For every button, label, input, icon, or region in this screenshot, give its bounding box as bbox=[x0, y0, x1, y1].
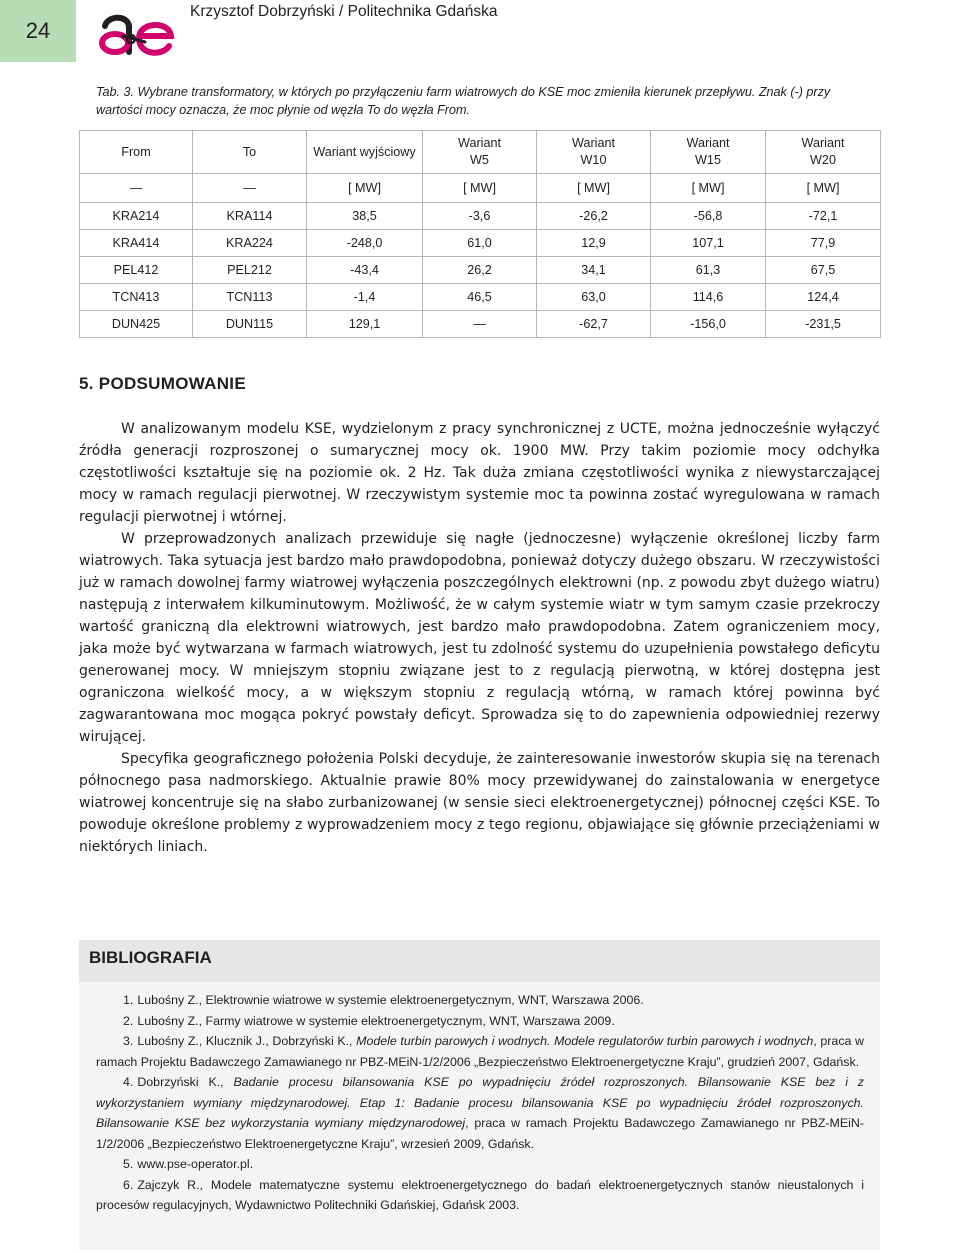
table-cell: 114,6 bbox=[651, 284, 766, 311]
bibliography-text: Dobrzyński K., bbox=[137, 1075, 234, 1089]
unit-cell: — bbox=[193, 174, 307, 203]
table-cell: 63,0 bbox=[537, 284, 651, 311]
table-cell: 38,5 bbox=[307, 203, 423, 230]
table-cell: PEL412 bbox=[80, 257, 193, 284]
header-cell: Wariant W20 bbox=[766, 131, 881, 174]
bibliography-entry bbox=[96, 1154, 864, 1175]
bibliography-entry-number: 5. bbox=[123, 1157, 134, 1171]
unit-cell: [ MW] bbox=[651, 174, 766, 203]
journal-logo bbox=[93, 6, 181, 60]
bibliography-entry-number: 1. bbox=[123, 993, 134, 1007]
table-cell: KRA414 bbox=[80, 230, 193, 257]
bibliography-list bbox=[96, 990, 864, 1216]
bibliography-entry-number: 3. bbox=[123, 1034, 134, 1048]
table-cell: -3,6 bbox=[423, 203, 537, 230]
bibliography-entry-number: 6. bbox=[123, 1177, 134, 1192]
table-cell: 129,1 bbox=[307, 311, 423, 338]
paragraph: Specyfika geograficznego położenia Polski decyduje, że zainteresowanie inwestorów skupia się na terenach północnego pasa nadmorskiego. Aktualnie prawie 80% mocy przewidywanej do zainstalowania w energetyce wiatrowej koncentruje się na słabo zurbanizowanej (w sensie sieci elektroenergetycznej) północnej części KSE. To powoduje określone problemy z wyprowadzeniem mocy z tego regionu, objawiające się głównie przeciążeniami w niektórych liniach. bbox=[79, 751, 880, 855]
header-cell: From bbox=[80, 131, 193, 174]
unit-cell: [ MW] bbox=[766, 174, 881, 203]
table-row bbox=[80, 230, 881, 257]
unit-cell: [ MW] bbox=[423, 174, 537, 203]
bibliography-text: , praca w ramach Projektu Badawczego Zamawianego nr PBZ-MEiN-1/2/2006 „Bezpieczeństwo Elektroenergetyczne Kraju”, wrzesień 2009, Gdańsk. bbox=[96, 1116, 864, 1151]
bibliography-text: Lubośny Z., Elektrownie wiatrowe w systemie elektroenergetycznym, WNT, Warszawa 2006. bbox=[137, 993, 644, 1007]
header-cell: Wariant W15 bbox=[651, 131, 766, 174]
bibliography-title: BIBLIOGRAFIA bbox=[89, 948, 212, 967]
table-cell: 26,2 bbox=[423, 257, 537, 284]
table-cell: -156,0 bbox=[651, 311, 766, 338]
table-cell: 124,4 bbox=[766, 284, 881, 311]
header-cell: Wariant W5 bbox=[423, 131, 537, 174]
running-head: Krzysztof Dobrzyński / Politechnika Gdańska bbox=[190, 3, 498, 20]
table-cell: -1,4 bbox=[307, 284, 423, 311]
table-cell: PEL212 bbox=[193, 257, 307, 284]
bibliography-text: Zajczyk R., Modele matematyczne systemu elektroenergetycznego do badań elektroenergetycznych stanów nieustalonych i procesów regulacyjnych, Wydawnictwo Politechniki Gdańskiej, Gdańsk 2003. bbox=[96, 1177, 864, 1212]
bibliography-entry-number: 4. bbox=[123, 1075, 134, 1089]
bibliography-text: www.pse-operator.pl. bbox=[137, 1157, 254, 1171]
table-cell: -231,5 bbox=[766, 311, 881, 338]
table-caption: Tab. 3. Wybrane transformatory, w których po przyłączeniu farm wiatrowych do KSE moc zmieniła kierunek przepływu. Znak (-) przy wartości mocy oznacza, że moc płynie od węzła To do węzła From. bbox=[96, 85, 831, 117]
bibliography-entry bbox=[96, 1031, 864, 1072]
unit-cell: [ MW] bbox=[307, 174, 423, 203]
section-body bbox=[79, 418, 880, 858]
page-number: 24 bbox=[0, 0, 76, 62]
paragraph: W przeprowadzonych analizach przewiduje się nagłe (jednoczesne) wyłączenie określonej liczby farm wiatrowych. Taka sytuacja jest bardzo mało prawdopodobna, ponieważ dotyczy dużego obszaru. W rzeczywistości już w ramach dowolnej farmy wiatrowej wyłączenia poszczególnych elektrowni (np. z powodu zbyt dużego wiatru) następują z interwałem kilkuminutowym. Możliwość, że w całym systemie wiatr w tym samym czasie przekroczy wartość graniczną dla elektrowni wiatrowych, jest bardzo mało prawdopodobna. Zatem ograniczeniem mocy, jaka może być wytwarzana w farmach wiatrowych, jest tu zdolność systemu do uzupełnienia powstałego deficytu generowanej mocy. W mniejszym stopniu związane jest to z regulacją pierwotną, w której dostępna jest ograniczona wielkość mocy, a w większym stopniu z regulacją wtórną, w ramach której powinna być zagwarantowana moc mogąca pokryć powstały deficyt. Sprowadza się to do zapewnienia odpowiedniej rezerwy wirującej. bbox=[79, 531, 880, 745]
table-row bbox=[80, 203, 881, 230]
table-row bbox=[80, 311, 881, 338]
table-cell: -43,4 bbox=[307, 257, 423, 284]
table-cell: DUN425 bbox=[80, 311, 193, 338]
table-header-row bbox=[80, 131, 881, 174]
bibliography-entry bbox=[96, 990, 864, 1011]
header-cell: Wariant W10 bbox=[537, 131, 651, 174]
bibliography-entry bbox=[96, 1072, 864, 1154]
table-cell: 67,5 bbox=[766, 257, 881, 284]
table-row bbox=[80, 257, 881, 284]
unit-cell: [ MW] bbox=[537, 174, 651, 203]
table-cell: TCN113 bbox=[193, 284, 307, 311]
transformer-table bbox=[79, 130, 881, 338]
bibliography-box bbox=[79, 940, 880, 1250]
bibliography-panel bbox=[79, 982, 880, 1250]
table-units-row bbox=[80, 174, 881, 203]
bibliography-text: Lubośny Z., Klucznik J., Dobrzyński K., bbox=[137, 1034, 357, 1048]
table-cell: TCN413 bbox=[80, 284, 193, 311]
bibliography-title-italic: Badanie procesu bilansowania KSE po wypadnięciu źródeł rozproszonych. Bilansowanie KSE bez i z wykorzystaniem wymiany międzynarodowej. Etap 1: Badanie procesu bilansowania KSE po wypadnięciu źródeł rozproszonych. Bilansowanie KSE bez wykorzystania wymiany międzynarodowej bbox=[96, 1075, 864, 1130]
bibliography-entry bbox=[96, 1175, 864, 1216]
table-cell: DUN115 bbox=[193, 311, 307, 338]
table-cell: -72,1 bbox=[766, 203, 881, 230]
header-cell: Wariant wyjściowy bbox=[307, 131, 423, 174]
table-cell: -26,2 bbox=[537, 203, 651, 230]
paragraph: W analizowanym modelu KSE, wydzielonym z pracy synchronicznej z UCTE, można jednocześnie wyłączyć źródła generacji rozproszonej o sumarycznej mocy ok. 1900 MW. Przy takim poziomie mocy odchyłka częstotliwości kształtuje się na poziomie ok. 2 Hz. Tak duża zmiana częstotliwości wynika z niewystarczającej mocy w ramach regulacji pierwotnej. W rzeczywistym systemie moc ta powinna zostać wyregulowana w ramach regulacji pierwotnej i wtórnej. bbox=[79, 421, 880, 525]
table-cell: KRA214 bbox=[80, 203, 193, 230]
table-cell: — bbox=[423, 311, 537, 338]
table-cell: 46,5 bbox=[423, 284, 537, 311]
table-cell: 61,0 bbox=[423, 230, 537, 257]
table-cell: 77,9 bbox=[766, 230, 881, 257]
unit-cell: — bbox=[80, 174, 193, 203]
table-cell: -62,7 bbox=[537, 311, 651, 338]
table-cell: 12,9 bbox=[537, 230, 651, 257]
table-cell: KRA114 bbox=[193, 203, 307, 230]
bibliography-entry bbox=[96, 1011, 864, 1032]
bibliography-entry-number: 2. bbox=[123, 1013, 134, 1028]
table-cell: -56,8 bbox=[651, 203, 766, 230]
table-cell: 34,1 bbox=[537, 257, 651, 284]
table-cell: KRA224 bbox=[193, 230, 307, 257]
bibliography-title-italic: Modele turbin parowych i wodnych. Modele regulatorów turbin parowych i wodnych bbox=[356, 1034, 814, 1048]
bibliography-text: , praca w ramach Projektu Badawczego Zamawianego nr PBZ-MEiN-1/2/2006 „Bezpieczeństwo Elektroenergetyczne Kraju”, grudzień 2007, Gdańsk. bbox=[96, 1034, 864, 1069]
section-title: 5. PODSUMOWANIE bbox=[79, 374, 246, 393]
table-cell: 61,3 bbox=[651, 257, 766, 284]
table-cell: 107,1 bbox=[651, 230, 766, 257]
table-row bbox=[80, 284, 881, 311]
bibliography-text: Lubośny Z., Farmy wiatrowe w systemie elektroenergetycznym, WNT, Warszawa 2009. bbox=[137, 1013, 615, 1028]
table-cell: -248,0 bbox=[307, 230, 423, 257]
header-cell: To bbox=[193, 131, 307, 174]
